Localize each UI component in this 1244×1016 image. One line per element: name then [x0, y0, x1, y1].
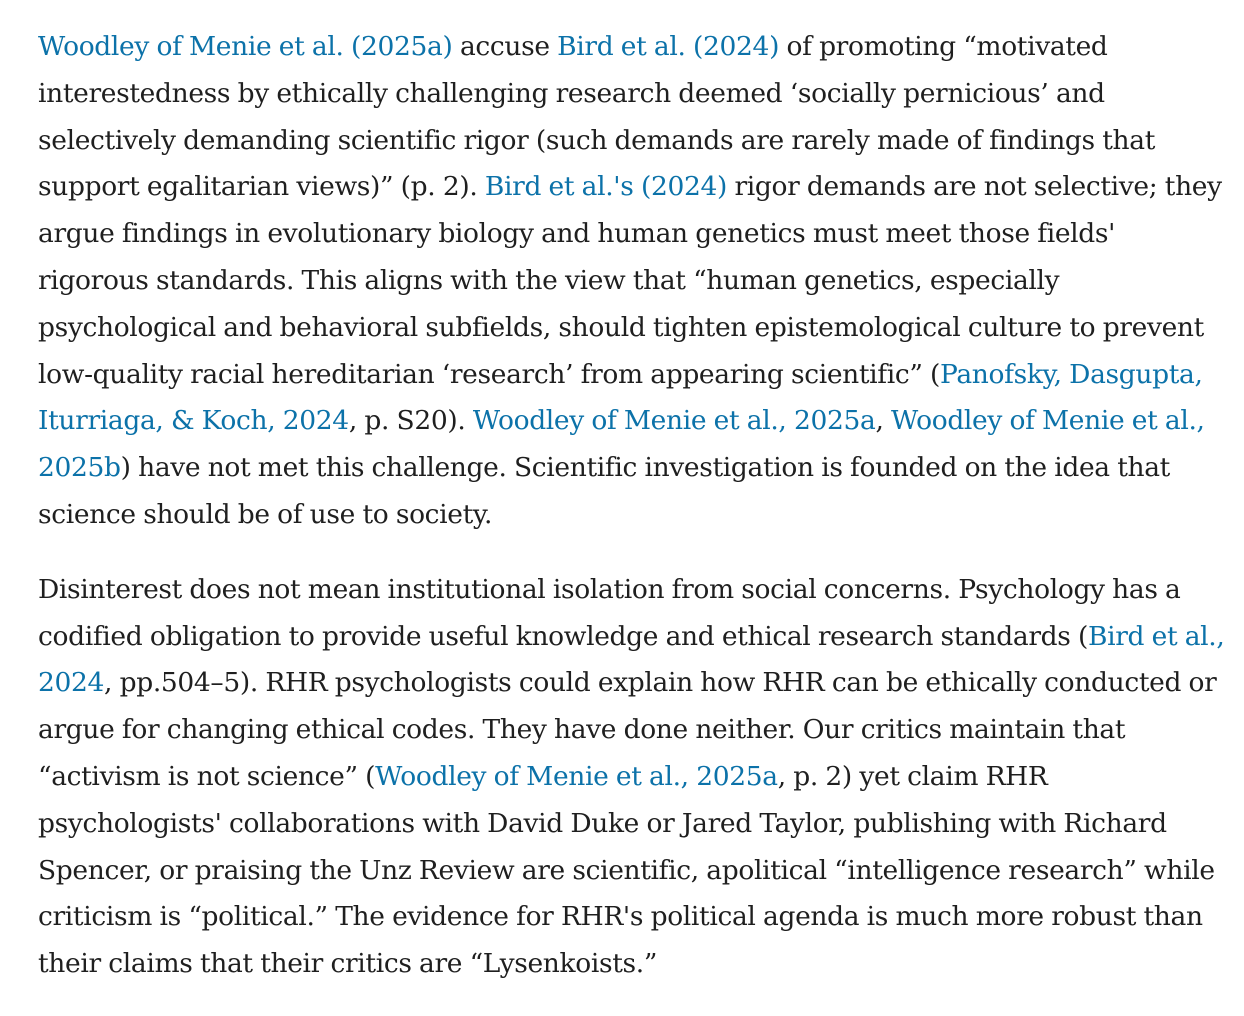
paragraph-2: [38, 567, 1228, 988]
citation-link-bird-2024[interactable]: Bird et al.'s (2024): [484, 171, 727, 203]
text-span: , pp.504–5). RHR psychologists could explain how RHR can be ethically conducted or argue for changing ethical codes. They have done neither. Our critics maintain that “activism is not science” (: [38, 667, 1217, 792]
citation-link-woodley-2025b[interactable]: Woodley of Menie et al., 2025b: [38, 405, 1205, 484]
article-body: [38, 24, 1228, 1016]
text-span: , p. S20).: [348, 405, 473, 437]
citation-link-panofsky-2024[interactable]: Panofsky, Dasgupta, Iturriaga, & Koch, 2024: [38, 358, 1203, 437]
paragraph-1: [38, 24, 1228, 539]
text-span: accuse: [452, 31, 558, 62]
citation-link-woodley-2025a[interactable]: Woodley of Menie et al. (2025a): [38, 31, 453, 62]
citation-link-bird-2024[interactable]: Bird et al. (2024): [557, 31, 780, 62]
text-span: ) have not met this challenge. Scientific investigation is founded on the idea that science should be of use to society.: [38, 452, 1170, 530]
text-span: , p. 2) yet claim RHR psychologists' collaborations with David Duke or Jared Taylor, publishing with Richard Spencer, or praising the Unz Review are scientific, apolitical “intelligence research” while criticism is “political.” The evidence for RHR's political agenda is much more robust than their claims that their critics are “Lysenkoists.”: [38, 760, 1215, 980]
citation-link-woodley-2025a[interactable]: Woodley of Menie et al., 2025a: [472, 405, 876, 437]
text-span: rigor demands are not selective; they argue findings in evolutionary biology and human genetics must meet those fields' rigorous standards. This aligns with the view that “human genetics, especially psychological and behavioral subfields, should tighten epistemological culture to prevent low-quality racial hereditarian ‘research’ from appearing scientific” (: [38, 171, 1222, 390]
text-span: ,: [875, 405, 892, 437]
text-span: Disinterest does not mean institutional isolation from social concerns. Psychology has a codified obligation to provide useful knowledge and ethical research standards (: [38, 573, 1181, 652]
citation-link-bird-2024[interactable]: Bird et al., 2024: [38, 620, 1225, 699]
citation-link-woodley-2025a[interactable]: Woodley of Menie et al., 2025a: [375, 760, 778, 792]
text-span: of promoting “motivated interestedness by ethically challenging research deemed ‘socially pernicious’ and selectively demanding scientific rigor (such demands are rarely made of findings that support egalitarian views)” (p. 2).: [38, 31, 1156, 203]
